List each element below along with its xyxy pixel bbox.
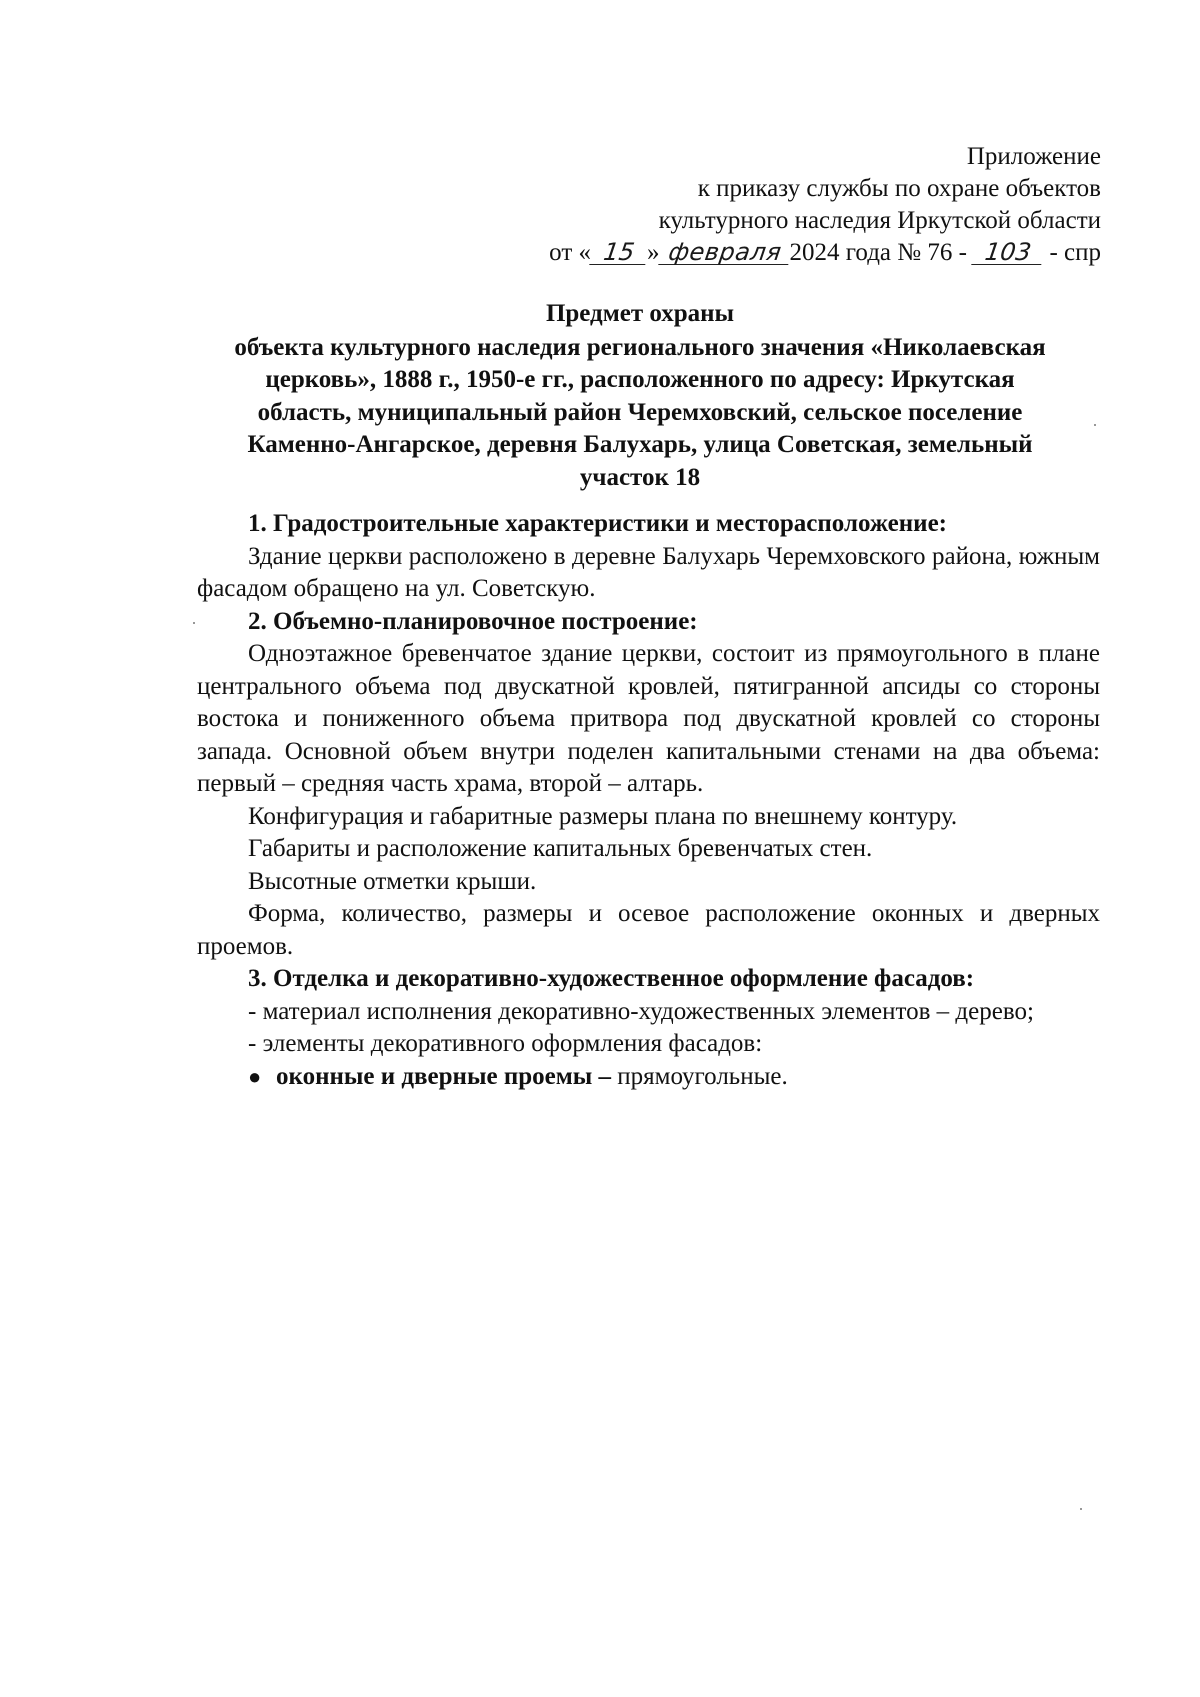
title-line: церковь», 1888 г., 1950-е гг., расположенного по адресу: Иркутская	[265, 366, 1015, 393]
document-body	[197, 508, 1100, 1093]
appendix-title: Приложение	[966, 143, 1101, 170]
scan-speck	[1094, 424, 1096, 426]
handwritten-order-number: 103	[971, 240, 1045, 265]
section-3-bullet-item	[197, 1061, 1100, 1094]
appendix-authority-line: культурного наследия Иркутской области	[658, 207, 1101, 234]
date-prefix: от «	[549, 239, 592, 266]
handwritten-day: 15	[589, 240, 649, 265]
section-2-text: Одноэтажное бревенчатое здание церкви, состоит из прямоугольного в плане центрального объема под двускатной кровлей, пятигранной апсиды со стороны востока и пониженного объема притвора под двускатной кровлей со стороны запада. Основной объем внутри поделен капитальными стенами на два объема: первый – средняя часть храма, второй – алтарь.	[197, 640, 1100, 797]
scan-speck	[1080, 1508, 1082, 1510]
title-heading: Предмет охраны	[545, 300, 735, 327]
bullet-label: оконные и дверные проемы –	[276, 1062, 612, 1090]
section-3-dash-item: - материал исполнения декоративно-художественных элементов – дерево;	[248, 997, 1034, 1025]
section-2-text: Высотные отметки крыши.	[248, 867, 537, 895]
title-line: Каменно-Ангарское, деревня Балухарь, улица Советская, земельный	[247, 431, 1033, 458]
order-suffix: - спр	[1049, 239, 1101, 266]
title-line: область, муниципальный район Черемховский, сельское поселение	[257, 398, 1023, 426]
date-year: 2024 года № 76 -	[789, 239, 967, 266]
section-3-heading: 3. Отделка и декоративно-художественное оформление фасадов:	[248, 965, 975, 992]
appendix-date-line	[549, 237, 1101, 269]
title-line: участок 18	[579, 463, 701, 491]
handwritten-month: февраля	[658, 240, 792, 265]
date-quote-close: »	[647, 239, 660, 266]
section-2-text: Габариты и расположение капитальных бревенчатых стен.	[248, 835, 873, 862]
bullet-text: прямоугольные.	[617, 1062, 788, 1090]
title-line: объекта культурного наследия регионального значения «Николаевская	[234, 333, 1046, 361]
bullet-icon: ●	[248, 1063, 262, 1089]
section-2-text: Форма, количество, размеры и осевое расположение оконных и дверных проемов.	[197, 900, 1100, 960]
section-1-text: Здание церкви расположено в деревне Балухарь Черемховского района, южным фасадом обращено на ул. Советскую.	[197, 542, 1100, 602]
appendix-header	[549, 141, 1101, 269]
section-2-heading: 2. Объемно-планировочное построение:	[248, 607, 698, 635]
section-1-heading: 1. Градостроительные характеристики и месторасположение:	[248, 510, 947, 537]
section-3-dash-item: - элементы декоративного оформления фасадов:	[248, 1030, 763, 1057]
section-2-text: Конфигурация и габаритные размеры плана по внешнему контуру.	[248, 802, 958, 830]
scan-speck	[193, 622, 195, 624]
appendix-order-line: к приказу службы по охране объектов	[697, 175, 1101, 202]
document-title	[200, 298, 1080, 494]
